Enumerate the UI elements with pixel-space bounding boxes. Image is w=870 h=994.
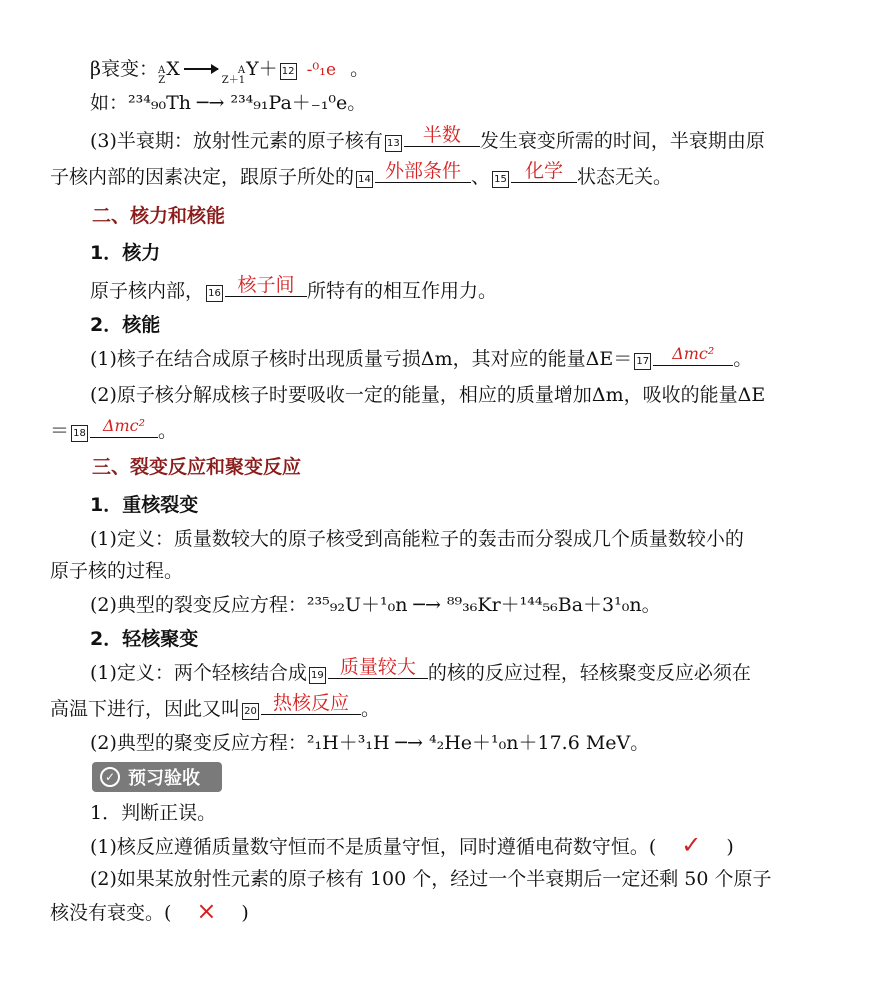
blank-number-box: 14 [356, 171, 373, 188]
subheading-nuclear-force: 1．核力 [90, 242, 161, 264]
answer-15: 化学 [511, 160, 577, 183]
fusion-def-line-2: 高温下进行，因此又叫 20 热核反应 。 [50, 692, 381, 720]
question-2-line-2: 核没有衰变。( × ) [50, 897, 249, 925]
example-line: 如：²³⁴₉₀Th ─→ ²³⁴₉₁Pa＋₋₁⁰e。 [90, 92, 367, 114]
question-1: (1)核反应遵循质量数守恒而不是质量守恒，同时遵循电荷数守恒。( ✓ ) [90, 831, 734, 859]
nuclear-force-line: 原子核内部， 16 核子间 所特有的相互作用力。 [90, 274, 498, 302]
beta-label: β衰变： [90, 58, 158, 80]
check-circle-icon: ✓ [100, 767, 120, 787]
blank-number-box: 15 [492, 171, 509, 188]
blank-number-box: 18 [71, 425, 88, 442]
subheading-fusion: 2．轻核聚变 [90, 628, 199, 650]
blank-number-box: 13 [385, 135, 402, 152]
answer-14: 外部条件 [375, 160, 471, 183]
blank-number-box: 19 [309, 667, 326, 684]
preview-check-badge: ✓ 预习验收 [92, 762, 222, 792]
nuclide-y: Y＋ [246, 58, 278, 80]
answer-16: 核子间 [225, 274, 307, 297]
cross-icon: × [196, 897, 217, 925]
judge-title: 1．判断正误。 [90, 802, 217, 824]
subheading-fission: 1．重核裂变 [90, 494, 199, 516]
blank-number-box: 16 [206, 285, 223, 302]
half-life-line-1: (3)半衰期：放射性元素的原子核有 13 半数 发生衰变所需的时间，半衰期由原 [90, 124, 765, 152]
half-life-line-2: 子核内部的因素决定，跟原子所处的 14 外部条件 、 15 化学 状态无关。 [50, 160, 673, 188]
nuclide-x: X [166, 58, 180, 80]
answer-17: Δmc² [653, 343, 733, 366]
checkmark-icon: ✓ [681, 831, 702, 859]
reaction-arrow [184, 68, 218, 70]
energy-line-1: (1)核子在结合成原子核时出现质量亏损Δm，其对应的能量ΔE＝ 17 Δmc² 。 [90, 344, 753, 370]
subheading-nuclear-energy: 2．核能 [90, 314, 161, 336]
blank-number-box: 17 [634, 353, 651, 370]
section-heading-3: 三、裂变反应和聚变反应 [92, 456, 302, 478]
fission-def-line-1: (1)定义：质量数较大的原子核受到高能粒子的轰击而分裂成几个质量数较小的 [90, 528, 744, 550]
answer-12: -⁰₁e [306, 60, 337, 80]
answer-19: 质量较大 [328, 656, 428, 679]
fusion-def-line-1: (1)定义：两个轻核结合成 19 质量较大 的核的反应过程，轻核聚变反应必须在 [90, 656, 751, 684]
section-heading-2: 二、核力和核能 [92, 205, 226, 227]
blank-number-box: 12 [280, 63, 297, 80]
beta-decay-line: β衰变： A Z X A Z＋1 Y＋ 12 -⁰₁e 。 [90, 58, 370, 86]
answer-18: Δmc² [90, 415, 158, 438]
blank-number-box: 20 [242, 703, 259, 720]
fission-equation: (2)典型的裂变反应方程：²³⁵₉₂U＋¹₀n ─→ ⁸⁹₃₆Kr＋¹⁴⁴₅₆Ba＋3¹₀n。 [90, 594, 661, 616]
energy-line-3: ＝ 18 Δmc² 。 [50, 416, 178, 442]
energy-line-2: (2)原子核分解成核子时要吸收一定的能量，相应的质量增加Δm，吸收的能量ΔE [90, 384, 766, 406]
fusion-equation: (2)典型的聚变反应方程：²₁H＋³₁H ─→ ⁴₂He＋¹₀n＋17.6 MeV。 [90, 732, 650, 754]
fission-def-line-2: 原子核的过程。 [50, 560, 184, 582]
question-2-line-1: (2)如果某放射性元素的原子核有 100 个，经过一个半衰期后一定还剩 50 个原子 [90, 868, 772, 890]
example-equation: ²³⁴₉₀Th ─→ ²³⁴₉₁Pa＋₋₁⁰e。 [128, 92, 367, 114]
answer-20: 热核反应 [261, 692, 361, 715]
answer-13: 半数 [404, 124, 480, 147]
